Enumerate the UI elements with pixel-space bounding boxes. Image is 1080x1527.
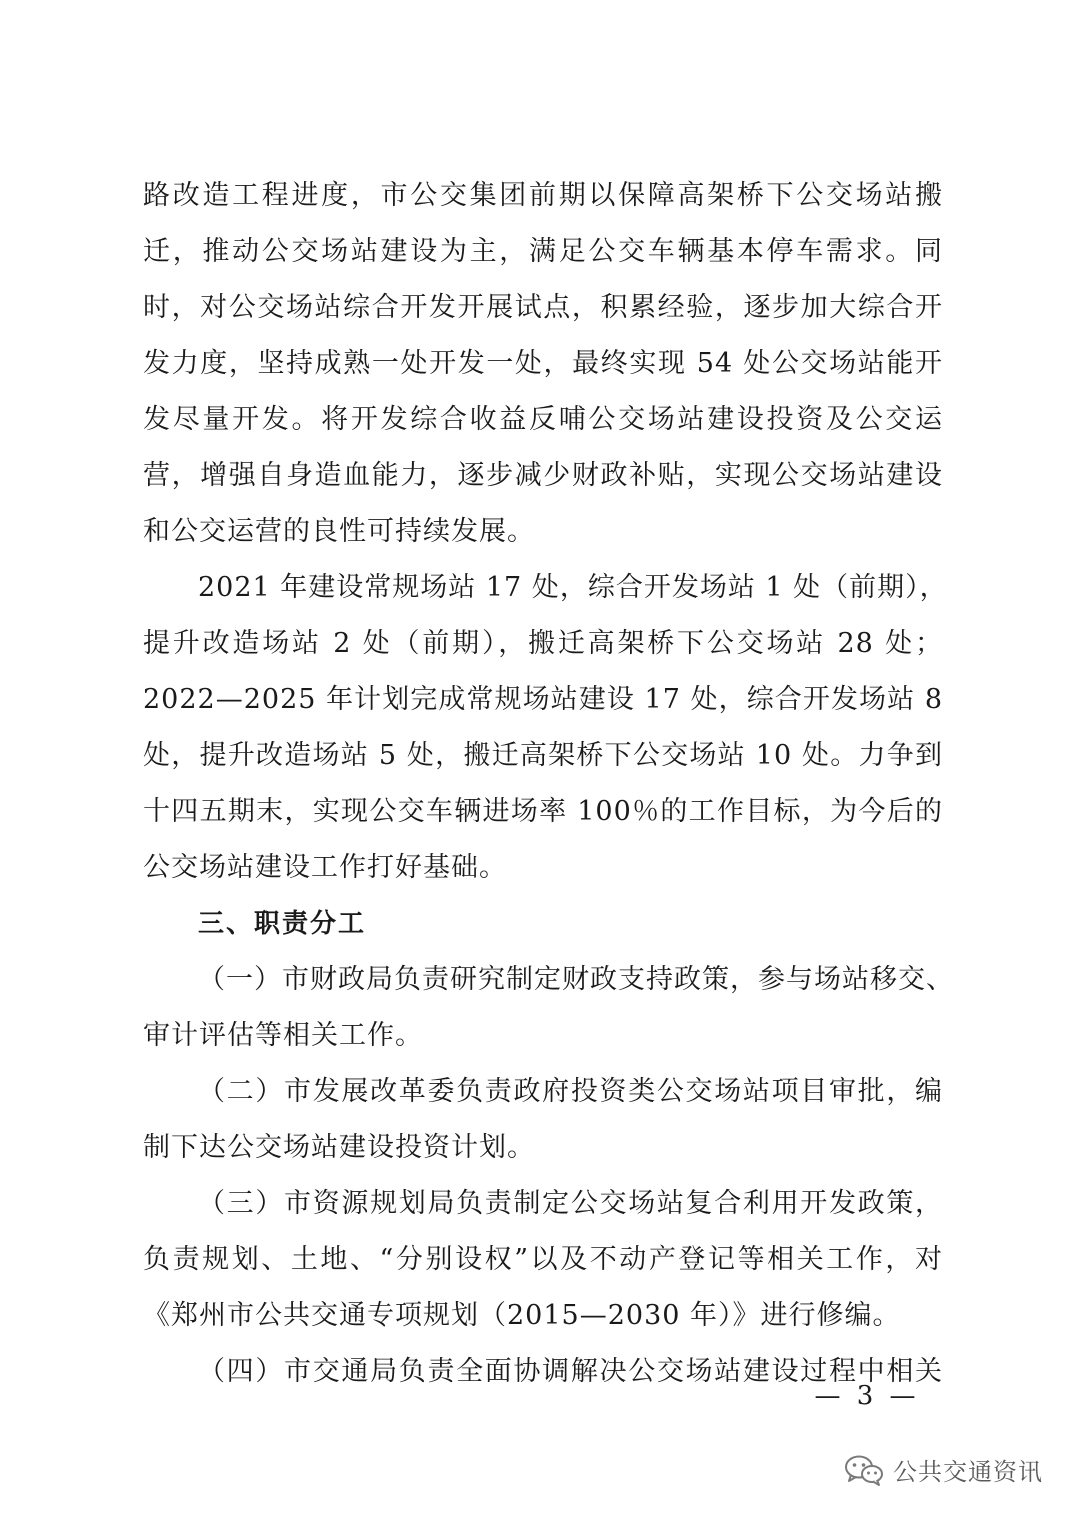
paragraph-line: （三）市资源规划局负责制定公交场站复合利用开发政策， — [198, 1188, 943, 1219]
paragraph-line: 迁，推动公交场站建设为主，满足公交车辆基本停车需求。同 — [143, 236, 943, 267]
paragraph-line: 处，提升改造场站 5 处，搬迁高架桥下公交场站 10 处。力争到 — [143, 740, 943, 771]
page-number: — 3 — — [814, 1381, 920, 1411]
paragraph-line: 路改造工程进度，市公交集团前期以保障高架桥下公交场站搬 — [143, 180, 943, 211]
paragraph-line: （四）市交通局负责全面协调解决公交场站建设过程中相关 — [198, 1356, 943, 1387]
paragraph-line: 提升改造场站 2 处（前期），搬迁高架桥下公交场站 28 处； — [143, 628, 943, 659]
paragraph-line: 和公交运营的良性可持续发展。 — [143, 516, 535, 547]
paragraph-line: 十四五期末，实现公交车辆进场率 100％的工作目标，为今后的 — [143, 796, 943, 827]
paragraph-line: （一）市财政局负责研究制定财政支持政策，参与场站移交、 — [198, 964, 954, 995]
paragraph-line: 《郑州市公共交通专项规划（2015—2030 年）》进行修编。 — [143, 1300, 901, 1331]
wechat-icon — [843, 1453, 885, 1491]
paragraph-line: （二）市发展改革委负责政府投资类公交场站项目审批，编 — [198, 1076, 943, 1107]
paragraph-line: 发尽量开发。将开发综合收益反哺公交场站建设投资及公交运 — [143, 404, 943, 435]
paragraph-line: 负责规划、土地、“分别设权”以及不动产登记等相关工作，对 — [143, 1244, 943, 1275]
paragraph-line: 审计评估等相关工作。 — [143, 1020, 423, 1051]
paragraph-line: 营，增强自身造血能力，逐步减少财政补贴，实现公交场站建设 — [143, 460, 943, 491]
paragraph-line: 时，对公交场站综合开发开展试点，积累经验，逐步加大综合开 — [143, 292, 943, 323]
watermark-text: 公共交通资讯 — [893, 1458, 1043, 1486]
paragraph-line: 2022—2025 年计划完成常规场站建设 17 处，综合开发场站 8 — [143, 684, 943, 715]
paragraph-line: 发力度，坚持成熟一处开发一处，最终实现 54 处公交场站能开 — [143, 348, 943, 379]
section-heading: 三、职责分工 — [198, 909, 367, 939]
paragraph-line: 2021 年建设常规场站 17 处，综合开发场站 1 处（前期）， — [198, 572, 948, 603]
source-watermark — [843, 1452, 1043, 1492]
paragraph-line: 制下达公交场站建设投资计划。 — [143, 1132, 535, 1163]
paragraph-line: 公交场站建设工作打好基础。 — [143, 852, 507, 883]
